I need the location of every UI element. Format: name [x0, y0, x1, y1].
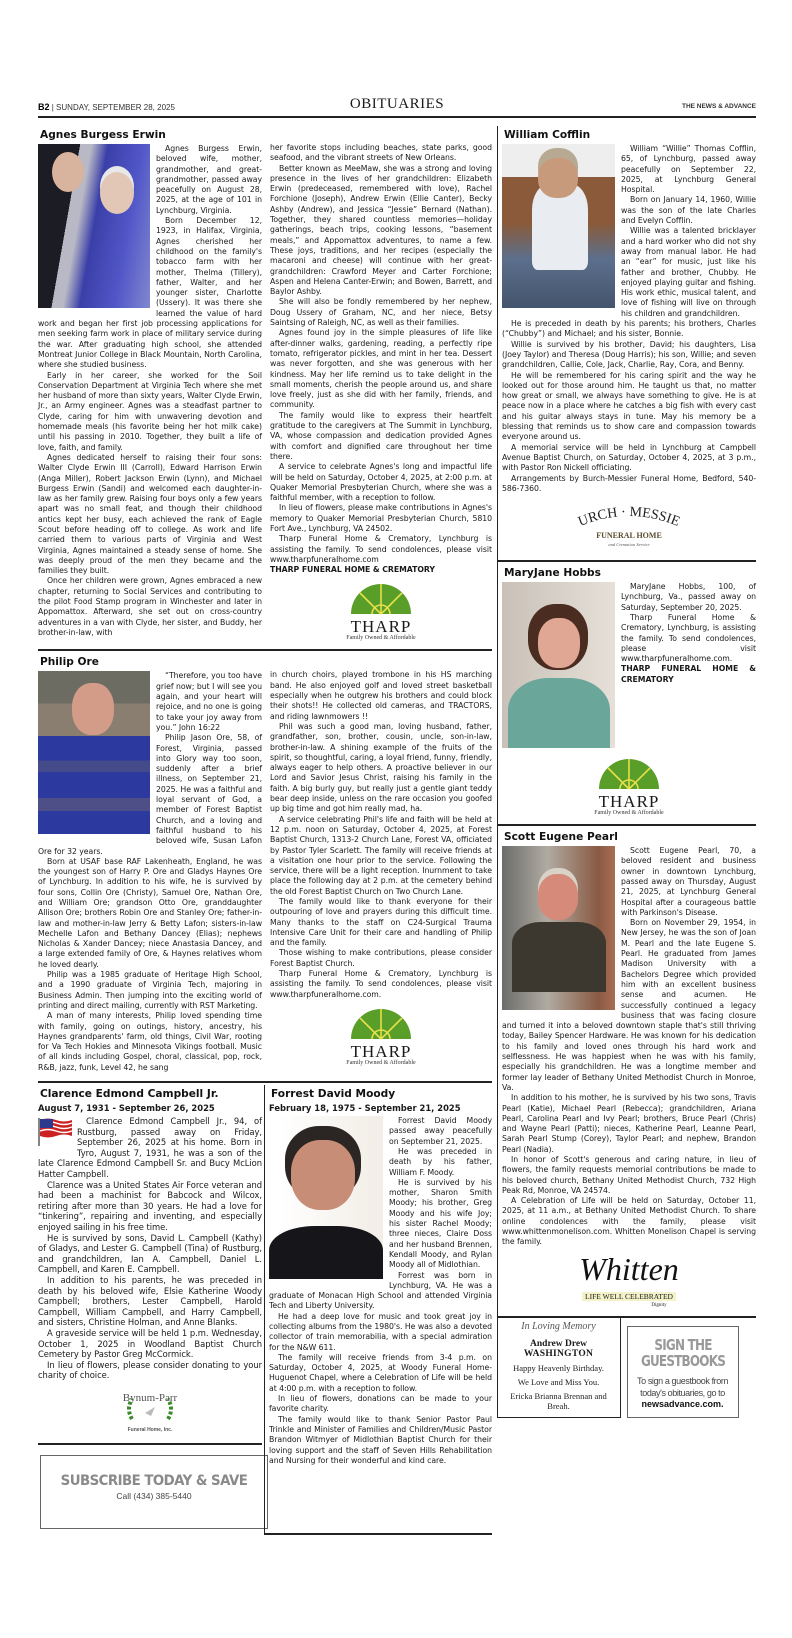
memory-name: Andrew Drew [530, 1338, 587, 1349]
divider [498, 824, 756, 826]
obituary-paragraph: A service celebrating Phil's life and faith will be held at 12 p.m. noon on Saturday, October 4, 2025, at Forest Baptist Church, 1313-2 Church Lane, Forest VA, officiated by Pastor Tyler Scarlett. The family will receive friends at a visitation one hour prior to the service. Following the service, there will be a light reception. Inurnment to take place the following day at 2 p.m. at the cemetery behind the old Forest Baptist Church on Two Church Lane. [270, 814, 492, 896]
obituary-maryjane-hobbs [498, 564, 756, 822]
obituary-paragraph: Willie is survived by his brother, David; his daughters, Lisa (Joey Taylor) and Theresa (Doug Harris); his son, Willie; and seven grandchildren, Callie, Cole, Jack, Charlie, Ray, Cora, and Benny. [502, 339, 756, 370]
obituary-body [38, 144, 262, 638]
whitten-logo [502, 1250, 756, 1308]
obituary-paragraph: Agnes dedicated herself to raising their four sons: Walter Clyde Erwin III (Carroll), Edward Harrison Erwin (Anga Miller), Robert Jackson Erwin (Lynn), and Michael Burgess Erwin (Sandi) and welcomed each daughter-in-law as her family grew. Raising four boys only a few years apart was no small feat, and though their childhood antics kept her busy, each achieved the rank of Eagle Scout before heading off to college. As work and life carried them to various parts of Virginia and West Virginia, Agnes maintained a steady sense of home. She was deeply proud of the men they became and the families they built. [38, 452, 262, 576]
obituary-title: Scott Eugene Pearl [504, 831, 618, 844]
obituary-paragraph: A memorial service will be held in Lynchburg at Campbell Avenue Baptist Church, on Saturday, October 4, 2025, at 3 p.m., with Pastor Ron Nickell officiating. [502, 442, 756, 473]
funeral-home-signoff: THARP FUNERAL HOME & CREMATORY [270, 565, 435, 575]
obituary-paragraph: In addition to his mother, he is survived by his two sons, Travis Pearl (Katie), Michael Pearl (Rebecca); grandchildren, Ariana Pearl, Carolina Pearl and Ivy Pearl; brothers, Bruce Pearl (Chris) and Wayne Pearl (Patti); nieces, Katherine Pearl, Leanne Pearl, Sarah Pearl Stump (Corey), Taylor Pearl; and nephew, Brandon Pearl (Nadia). [502, 1093, 756, 1154]
obituary-body [38, 1116, 262, 1381]
portrait-photo [502, 582, 615, 748]
memory-heading: In Loving Memory [521, 1320, 596, 1332]
guestbook-headline-2: GUESTBOOKS [640, 1351, 725, 1370]
memory-line: Happy Heavenly Birthday. [513, 1362, 604, 1373]
obituary-paragraph: Those wishing to make contributions, please consider Forest Baptist Church. [270, 948, 492, 968]
obituary-paragraph: Tharp Funeral Home & Crematory, Lynchburg is assisting the family. To send condolences, please visit www.tharpfuneralhome.com [270, 534, 492, 564]
obituary-paragraph: The family would like to thank Senior Pastor Paul Trinkle and Minister of Families and Children/Music Pastor Brandon Witmyer of Midlothian Baptist Church for their loving support and the staff of Seven Hills Rehabilitation and Nursing for their wonderful and kind care. [269, 1414, 492, 1465]
obituary-paragraph: A Celebration of Life will be held on Saturday, October 11, 2025, at 11 a.m., at Bethany United Methodist Church. To share online condolences with the family, please visit www.whittenmonelison.com. Whitten Monelison Chapel is serving the family. [502, 1196, 756, 1247]
obituary-paragraph: In lieu of flowers, please make contributions in Agnes's memory to Quaker Memorial Presbyterian Church, 5810 Fort Ave., Lynchburg, VA 24502. [270, 503, 492, 533]
tharp-logo-text: THARP [350, 617, 412, 637]
obituary-agnes-erwin-continued [270, 126, 492, 647]
obituary-body [502, 846, 756, 1248]
page-date: SUNDAY, SEPTEMBER 28, 2025 [56, 103, 175, 112]
obituary-paragraph: The family would like to express their heartfelt gratitude to the caregivers at The Summit in Lynchburg, VA, whose compassion and dedication provided Agnes with comfort and dignified care throughout her time there. [270, 410, 492, 461]
obituary-paragraph: The family will receive friends from 3-4 p.m. on Saturday, October 4, 2025, at Woody Funeral Home-Huguenot Chapel, where a Celebration of Life will be held at 4:00 p.m. with a reception to follow. [269, 1352, 492, 1393]
obituary-dates: August 7, 1931 - September 26, 2025 [38, 1103, 215, 1114]
obituary-paragraph: A service to celebrate Agnes's long and impactful life will be held on Saturday, October 4, 2025, at 2:00 p.m. at Quaker Memorial Presbyterian Church, where she was a faithful member, with a reception to follow. [270, 462, 492, 503]
obituary-paragraph: in church choirs, played trombone in his HS marching band. He also enjoyed golf and loved street basketball especially when he outgrew his brothers and could block their shots!! He collected old cameras, and TRACTORS, and riding lawnmowers !! [270, 670, 492, 721]
bottom-notices [497, 1318, 757, 1418]
paper-name: THE NEWS & ADVANCE [681, 103, 756, 110]
obituary-paragraph: He had a deep love for music and took great joy in collecting albums from the 1980's. He was also a devoted collector of train memorabilia, with a special admiration for the N&W 611. [269, 1311, 492, 1352]
obituary-body [270, 143, 492, 565]
obituary-philip-ore-continued [270, 653, 492, 1079]
right-column [497, 126, 756, 1418]
obituary-body [270, 670, 492, 1000]
tharp-logo [502, 750, 756, 816]
obituary-william-cofflin [498, 126, 756, 558]
obituary-paragraph: Arrangements by Burch-Messier Funeral Home, Bedford, 540-586-7360. [502, 473, 756, 493]
obituary-clarence-campbell [38, 1085, 262, 1535]
divider [38, 1443, 262, 1445]
obituary-title: William Cofflin [504, 129, 591, 141]
obituary-paragraph: In lieu of flowers, please consider donating to your charity of choice. [38, 1359, 262, 1381]
obituary-paragraph: A graveside service will be held 1 p.m. Wednesday, October 1, 2025 in Woodland Baptist Church Cemetery by Pastor Greg McCormick. [38, 1327, 262, 1360]
whitten-logo-text: Whitten [579, 1250, 679, 1287]
memory-surname: WASHINGTON [523, 1348, 594, 1359]
tharp-logo [270, 581, 492, 641]
tharp-logo-text: THARP [598, 792, 660, 812]
tharp-arch-icon [348, 1006, 414, 1040]
tharp-arch-icon [596, 756, 662, 790]
american-flag-icon [38, 1116, 74, 1146]
svg-text:FUNERAL HOME: FUNERAL HOME [596, 531, 662, 541]
page-header [38, 98, 756, 118]
obituary-paragraph: Tharp Funeral Home & Crematory, Lynchburg is assisting the family. To send condolences, please visit www.tharpfuneralhome.com. [270, 969, 492, 999]
obituary-title: MaryJane Hobbs [504, 567, 601, 580]
tharp-logo [270, 1006, 492, 1066]
divider [38, 649, 492, 651]
obituary-paragraph: Clarence Edmond Campbell Jr., 94, of Rustburg, passed away on Friday, September 26, 2025 at his home. Born in Tyro, August 7, 1931, he was a son of the late Clarence Edmond Campbell Sr. and Bucy McLion Hatter Campbell. [38, 1116, 262, 1180]
portrait-photo [502, 846, 615, 1010]
obituary-paragraph: A man of many interests, Philip loved spending time with family, going on outings, history, ancestry, his Haynes grandparents' farm, old things, Civil War, rooting for Va Tech Hokies and Minnesota Vikings football. Music of all kinds including Gospel, choral, classical, pop, rock, R&B, jazz, funk, Level 42, he sang [38, 1011, 262, 1072]
obituary-dates: February 18, 1975 - September 21, 2025 [269, 1103, 461, 1114]
subscribe-headline: SUBSCRIBE TODAY & SAVE [60, 1472, 248, 1489]
obituary-paragraph: Willie was a talented bricklayer and a hard worker who did not shy away from manual labor. He had an “ear” for music, just like his father and brother, Chubby. He enjoyed playing guitar and fishing. His work ethic, musical talent, and love of fishing will live on through his children and grandchildren. [621, 226, 756, 318]
obituary-body [502, 144, 756, 494]
obituary-agnes-erwin [38, 126, 262, 647]
memory-line: We Love and Miss You. [517, 1376, 600, 1387]
guestbook-headline: SIGN THE [653, 1335, 712, 1354]
obituary-paragraph: Forrest David Moody passed away peacefully on September 21, 2025. [389, 1116, 492, 1146]
svg-text:BURCH · MESSIER: URCH · MESSIE [576, 504, 682, 530]
in-loving-memory-notice [497, 1318, 621, 1418]
portrait-photo [38, 671, 150, 834]
obituary-paragraph: He is preceded in death by his parents; his brothers, Charles (“Chubby”) and Michael; and his sister, Bonnie. [502, 319, 756, 339]
guestbook-text: To sign a guestbook from today's obituaries, go to [637, 1375, 728, 1398]
obituary-paragraph: her favorite stops including beaches, state parks, good seafood, and the vibrant streets of New Orleans. [270, 143, 492, 163]
obituary-paragraph: “Therefore, you too have grief now; but I will see you again, and your heart will rejoice, and no one is going to take your joy away from you.” John 16:22 [156, 671, 262, 732]
obituary-paragraph: MaryJane Hobbs, 100, of Lynchburg, Va., passed away on Saturday, September 20, 2025. [621, 582, 756, 612]
page-number: B2 [38, 102, 50, 112]
bynum-parr-logo-text: Bynum-Parr [122, 1391, 178, 1404]
obituary-paragraph: She will also be fondly remembered by her nephew, Doug Ussery of Graham, NC, and her niece, Betsy Saintsing of Raleigh, NC, as well as their families. [270, 297, 492, 328]
obituary-forrest-moody [264, 1085, 492, 1535]
page-folio: B2 | SUNDAY, SEPTEMBER 28, 2025 [38, 102, 175, 112]
whitten-subtag: Dignity [651, 1302, 667, 1308]
obituary-philip-ore [38, 653, 262, 1079]
obituary-title: Forrest David Moody [271, 1088, 396, 1101]
obituary-body [38, 671, 262, 1073]
obituary-body [502, 582, 756, 685]
tharp-tagline: Family Owned & Affordable [346, 1059, 416, 1066]
obituary-paragraph: Tharp Funeral Home & Crematory, Lynchburg, is assisting the family. To send condolences, please visit www.tharpfuneralhome.com. [621, 612, 756, 664]
portrait-photo [38, 144, 150, 308]
obituary-paragraph: In honor of Scott's generous and caring nature, in lieu of flowers, the family requests memorial contributions be made to his beloved church, Bethany United Methodist Church, 732 High Peak Rd, Monroe, VA 24574. [502, 1155, 756, 1195]
divider [38, 1081, 492, 1083]
obituary-paragraph: Early in her career, she worked for the Soil Conservation Department at Virginia Tech where she met her husband of more than sixty years, Walter Clyde Erwin, Jr., an Army engineer. Agnes was a steadfast partner to Clyde, caring for him with unwavering devotion and homemade meals (his favorite being her hot milk cake) until his passing in 2010. Together, they built a life of love, faith, and family. [38, 370, 262, 452]
obituary-paragraph: Agnes found joy in the simple pleasures of life like after-dinner walks, gardening, reading, a perfectly ripe tomato, refrigerator pickles, and mint in her tea. Dessert was never forgotten, and she was generous with her kindness. May her life remind us to take delight in the small moments, cherish the people around us, and share love freely, just as she did with her family, friends, and community. [270, 328, 492, 410]
obituary-paragraph: Born December 12, 1923, in Halifax, Virginia, Agnes cherished her childhood on the family's tobacco farm with her mother, Thelma (Tillery), father, Walter, and her younger sister, Charlotte (Ussery). It was there she learned the value of hard work and began her first job processing applications for men seeking farm work in place of military service during the war. After graduating high school, she attended Montreat Junior College in Black Mountain, North Carolina, where she studied business. [38, 216, 262, 370]
obituary-paragraph: Once her children were grown, Agnes embraced a new chapter, returning to Social Services and contributing to the pilot Food Stamp program in Winchester and later in Appomattox. Afterward, she set out on cross-country adventures in a van with Clyde, her sister, and Buddy, her brother-in-law, with [38, 576, 262, 637]
obituary-title: Agnes Burgess Erwin [40, 129, 166, 141]
obituary-paragraph: Philip was a 1985 graduate of Heritage High School, and a 1990 graduate of Virginia Tech, majoring in Business Admin. Then jumping into the exciting world of printing and direct mailing, currently with RST Marketing. [38, 970, 262, 1010]
obituary-paragraph: In lieu of flowers, donations can be made to your favorite charity. [269, 1394, 492, 1414]
obituary-paragraph: He will be remembered for his caring spirit and the way he looked out for those around him. He taught us that, no matter how great or small, we always have something to give. He is at peace now in a place where he catches a big fish with every cast and his guitar always stays in tune. May his memory be a blessing that reminds us to show care and compassion towards everyone around us. [502, 370, 756, 442]
obituary-title: Clarence Edmond Campbell Jr. [40, 1088, 219, 1101]
obituary-paragraph: Born at USAF base RAF Lakenheath, England, he was the youngest son of Harry P. Ore and Gladys Haynes Ore of Lynchburg. In addition to his wife, he is survived by four sons, Collin Ore (Christy), Samuel Ore, Nathan Ore, and William Ore; grandson Otto Ore, granddaughter Allison Ore; brothers Robin Ore and Stanley Ore; father-in-law and mother-in-law Jerry & Betty Lafon; sisters-in-law Mechelle Lafon and Bethany Dancey (Elias); nephews Nicholas & Xander Dancey; niece Anastasia Dancey, and a large extended family of Ore, & Haynes relatives whom he loved dearly. [38, 856, 262, 969]
subscribe-ad[interactable] [40, 1455, 268, 1529]
obituary-paragraph: He is survived by his mother, Sharon Smith Moody; his brother, Greg Moody and his wife Joy; his sister Rachel Moody; three nieces, Claire Doss and her husband Brennen, Kendall Moody, and Rylan Moody all of Midlothian. [389, 1177, 492, 1270]
burch-messier-logo [502, 504, 756, 552]
sign-guestbooks-ad[interactable] [627, 1326, 739, 1418]
obituary-paragraph: Phil was such a good man, loving husband, father, grandfather, son, brother, cousin, uncle, son-in-law, brother-in-law. A shining example of the fruits of the spirit, so thoughtful, caring, a loyal friend, funny, friendly, always eager to help others. A proactive believer in our Lord and Savior Jesus Christ, raising his family in the faith. A big burly guy, but really just a gentle giant teddy bear deep inside, unless on the rare occasion you goofed up big time and got him really mad, ha. [270, 721, 492, 814]
obituary-paragraph: In addition to his parents, he was preceded in death by his beloved wife, Elsie Katherine Woody Campbell; brothers, Lester Campbell, Harold Campbell, William Campbell, and Harry Campbell, and sisters, Christine Holman, and Anne Blanks. [38, 1274, 262, 1328]
obituary-paragraph: Clarence was a United States Air Force veteran and had been a machinist for Babcock and Wilcox, retiring after more than 30 years. He had a love for “tinkering”, repairing and inventing, and especially enjoyed sailing in his free time. [38, 1179, 262, 1232]
svg-text:Funeral Home, Inc.: Funeral Home, Inc. [127, 1426, 173, 1433]
obituary-paragraph: He is survived by sons, David L. Campbell (Kathy) of Gladys, and Lester G. Campbell (Tina) of Rustburg, and grandchildren, Ian A. Campbell, Daniel L. Campbell, and Karen E. Campbell. [38, 1232, 262, 1275]
portrait-photo [502, 144, 615, 308]
obituary-paragraph: Philip Jason Ore, 58, of Forest, Virginia, passed into Glory way too soon, suddenly after a brief illness, on September 21, 2025. He was a faithful and loyal servant of God, a member of Forest Baptist Church, and a loving and faithful husband to his beloved wife, Susan Lafon Ore for 32 years. [38, 733, 262, 856]
obituary-paragraph: Born on November 29, 1954, in New Jersey, he was the son of Joan M. Pearl and the late Eugene S. Pearl. He graduated from James Madison University with a Bachelors Degree which provided him with an excellent business sense and acumen. He successfully continued a legacy business that was facing closure and turned it into a beloved downtown staple that's still thriving today, Bailey Spencer Hardware. He was known for his dedication to his family and loved ones through his hard work and selflessness. He was happiest when he was with his family, especially his grandchildren. He was a longtime member and former lay leader of Bethany United Methodist Church in Monroe, Va. [502, 918, 756, 1092]
tharp-tagline: Family Owned & Affordable [594, 810, 664, 817]
obituary-paragraph: The family would like to thank everyone for their outpouring of love and prayers during this difficult time. Many thanks to the staff on C24-Surgical Trauma Intensive Care Unit for their care and handling of Philip and the family. [270, 897, 492, 948]
obituary-paragraph: Scott Eugene Pearl, 70, a beloved resident and business owner in downtown Lynchburg, passed away on Thursday, August 21, 2025, at Lynchburg General Hospital after a courageous battle with Parkinson's Disease. [621, 846, 756, 917]
obituary-paragraph: William “Willie” Thomas Cofflin, 65, of Lynchburg, passed away peacefully on September 22, 2025, at Lynchburg General Hospital. [621, 144, 756, 195]
memory-signed: Ericka Brianna Brennan and Breah. [510, 1390, 607, 1411]
tharp-tagline: Family Owned & Affordable [346, 635, 416, 642]
tharp-logo-text: THARP [350, 1041, 412, 1061]
section-title: OBITUARIES [349, 96, 445, 112]
obituary-paragraph: Agnes Burgess Erwin, beloved wife, mother, grandmother, and great-grandmother, passed away peacefully on August 28, 2025, at the age of 101 in Lynchburg, Virginia. [156, 144, 262, 215]
obituary-paragraph: He was preceded in death by his father, William F. Moody. [389, 1146, 492, 1177]
obituary-title: Philip Ore [40, 656, 99, 669]
obituary-paragraph: Forrest was born in Lynchburg, VA. He was a graduate of Monacan High School and attended Virginia Tech and Liberty University. [269, 1270, 492, 1311]
portrait-photo [269, 1116, 383, 1279]
svg-text:and Cremation Service: and Cremation Service [608, 542, 650, 548]
whitten-tagline: LIFE WELL CELEBRATED [582, 1292, 676, 1301]
tharp-arch-icon [348, 581, 414, 615]
funeral-home-signoff: THARP FUNERAL HOME & CREMATORY [621, 664, 756, 684]
obituary-paragraph: Born on January 14, 1960, Willie was the son of the late Charles and Evelyn Cofflin. [621, 195, 756, 226]
obituary-paragraph: Better known as MeeMaw, she was a strong and loving presence in the lives of her grandchildren: Elizabeth Erwin (predeceased, remembered with love), Rachel Forchione (Joseph), Andrew Erwin (Ellie Canter), Becky Ashby (Andrew), and Jessica “Jessie” Bernard (Nathan). Together, they shared countless memories—holiday gatherings, beach trips, cooking lessons, “basement meals,” and Appomattox adventures, to name a few. These joys, traditions, and her recipes (especially the macaroni and cheese) will continue with her great-grandchildren: Crawford Meyer and Carter Forchione; Aspen and Helena Canter-Erwin; and Bowen, Barrett, and Baylor Ashby. [270, 163, 492, 297]
left-columns [38, 126, 492, 1535]
bynum-parr-logo [38, 1389, 262, 1439]
obituary-scott-pearl [498, 828, 756, 1314]
guestbook-link[interactable]: newsadvance.com. [641, 1398, 724, 1409]
divider [498, 560, 756, 562]
subscribe-phone: Call (434) 385-5440 [116, 1490, 192, 1501]
obituary-body [269, 1116, 492, 1466]
